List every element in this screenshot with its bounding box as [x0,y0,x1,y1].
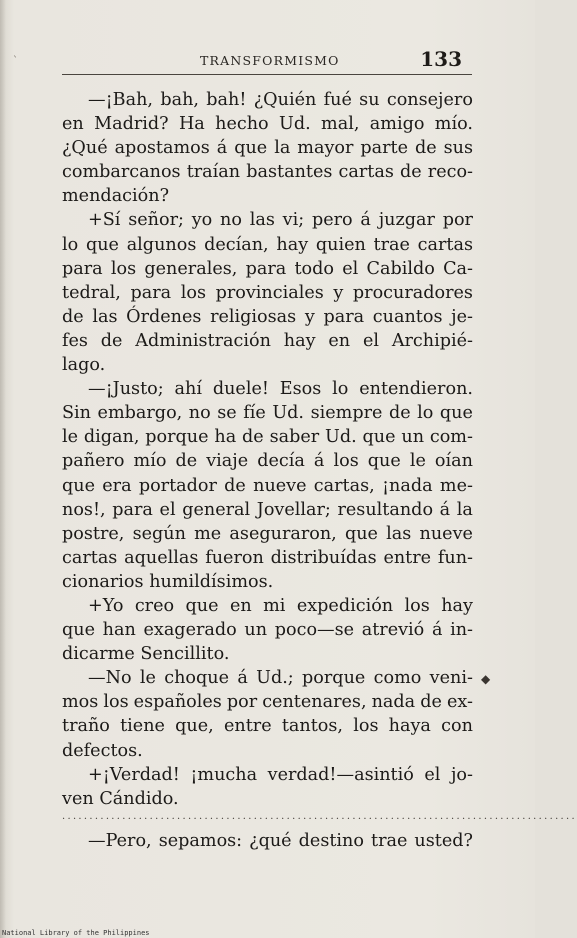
word: su [359,90,380,110]
word: Ud.; [256,668,294,689]
word: parte [360,138,408,159]
word: distribuídas [270,547,377,568]
running-head: TRANSFORMISMO [200,53,340,68]
word: creo [134,595,175,616]
word: yo [191,210,213,231]
word: hecho [215,114,269,135]
word: digan, [83,427,140,448]
word: las [249,210,275,231]
word: y [304,306,315,327]
word: entre [223,716,272,737]
word: el [362,330,379,351]
word: bah, [160,90,199,110]
word: jo- [450,764,473,785]
word: que [85,234,119,255]
word: á [313,451,325,472]
text-line [62,305,473,329]
word: por [442,210,473,231]
word: decían, [204,234,269,255]
word: tantos, [281,716,344,737]
word: mío. [434,114,473,135]
word: y [333,282,344,303]
word: reco- [427,162,473,183]
word: mayor [297,138,354,159]
word: los [180,282,206,303]
dotted-separator: ······························································································ [62,814,577,825]
word: vi; [282,210,305,231]
word: siempre [310,403,383,424]
word: fíe [243,403,266,424]
word: lo [417,403,434,424]
text-line [62,739,473,763]
word: de [420,692,442,713]
final-line [62,829,473,853]
word: combarcanos [62,162,181,183]
word: era [102,475,132,496]
word: quien [315,234,366,255]
word: bastantes [246,162,333,183]
word: fes [62,330,88,351]
word: cartas [338,162,394,183]
word: centenares, [262,692,367,713]
word: que [62,475,96,496]
word: la [456,499,473,520]
word: hay [276,234,309,255]
text-line [62,666,473,690]
word: cartas [417,234,473,255]
word: humildísimos. [149,571,274,592]
word: los [110,258,137,279]
word: me [194,523,222,544]
text-line [62,618,473,642]
word: que, [175,716,214,737]
word: que [367,451,401,472]
word: un [244,620,268,641]
word: todo [294,258,335,279]
word: ¿Qué [62,138,108,159]
word: á [439,499,451,520]
word: fun- [437,547,473,568]
word: que [344,523,378,544]
word: veni- [429,668,473,689]
text-line [62,690,473,714]
word: choque [164,668,230,689]
text-line [62,642,473,666]
text-line [62,208,473,232]
word: mi [263,595,286,616]
text-line [62,763,473,787]
word: duele! [212,379,269,400]
word: fué [323,90,352,110]
word: trae [373,234,410,255]
word: en [229,595,252,616]
word: nada [371,692,416,713]
word: que [439,403,473,424]
word: lo [62,234,79,255]
word: Ud. [325,427,357,448]
word: que [362,427,396,448]
word: Sencillito. [140,644,230,665]
word: amigo [369,114,425,135]
word: traño [62,716,110,737]
word: —Pero, [88,831,152,851]
word: le [409,451,426,472]
word: aquellas [124,547,199,568]
word: destino [298,831,364,851]
word: los [333,451,359,472]
word: nueve [419,523,473,544]
text-line [62,474,473,498]
word: +Sí [88,210,121,231]
library-footer: National Library of the Philippines [2,929,150,937]
text-line [62,787,473,811]
word: sepamos: [158,831,243,851]
word: para [112,499,153,520]
word: Administración [135,330,271,351]
word: que [185,595,219,616]
word: cuantos [372,306,443,327]
word: com- [429,427,473,448]
word: cartas, [313,475,375,496]
word: Ha [178,114,205,135]
word: señor; [128,210,184,231]
text-line [62,184,473,208]
word: de [242,427,264,448]
word: pero [311,210,353,231]
word: porque [145,427,209,448]
word: los [103,692,129,713]
text-line [62,546,473,570]
body-text [62,88,473,811]
word: no [220,210,242,231]
word: ex- [446,692,473,713]
word: tedral, [62,282,121,303]
word: Ud. [272,403,305,424]
text-line [62,88,473,112]
word: en [328,330,351,351]
word: in- [450,620,473,641]
margin-mark: ◆ [481,672,491,686]
word: han [102,620,136,641]
word: de [100,330,123,351]
word: Esos [279,379,322,400]
text-line [62,425,473,449]
page-number: 133 [420,47,462,71]
word: juzgar [378,210,435,231]
word: se [217,403,237,424]
stray-ink-mark: ˋ [13,56,18,67]
word: bah! [206,90,247,110]
text-line [62,377,473,401]
word: viaje [206,451,249,472]
word: que [62,620,96,641]
word: consejero [386,90,473,110]
word: expedición [296,595,394,616]
word: por [226,692,258,713]
word: lago. [62,355,106,376]
word: hay [283,330,316,351]
text-line [62,353,473,377]
word: traían [186,162,241,183]
word: dicarme [62,644,135,665]
word: ¡nada [381,475,433,496]
text-line [62,449,473,473]
word: no [188,403,211,424]
text-line [62,401,473,425]
word: Madrid? [94,114,169,135]
text-line [62,329,473,353]
word: Sin [62,403,92,424]
word: de [224,475,246,496]
word: un [401,427,425,448]
word: á [216,138,228,159]
word: je- [451,306,473,327]
text-line [62,498,473,522]
word: cartas [62,547,118,568]
word: porque [302,668,366,689]
word: el [159,499,176,520]
word: para [130,282,172,303]
word: mendación? [62,186,170,207]
word: —No [88,668,132,689]
word: poco—se [274,620,355,641]
word: ¡mucha [190,764,258,785]
word: oían [434,451,473,472]
word: cionarios [62,571,144,592]
text-line [62,594,473,618]
word: entre [383,547,432,568]
word: +Yo [88,595,124,616]
word: en [62,114,84,135]
word: me- [439,475,473,496]
word: atrevió [361,620,425,641]
word: algunos [126,234,197,255]
text-line [62,257,473,281]
word: españoles [133,692,222,713]
word: nos!, [62,499,106,520]
word: lo [332,379,349,400]
word: ¿Quién [253,90,317,110]
text-line [62,112,473,136]
word: con [441,716,473,737]
word: ahí [174,379,202,400]
word: para [62,258,103,279]
text-line [62,160,473,184]
word: Archipié- [391,330,473,351]
word: trae [371,831,408,851]
word: mos [62,692,99,713]
word: el [342,258,359,279]
word: Ca- [443,258,473,279]
page-header [72,47,468,71]
word: religiosas [210,306,297,327]
word: pañero [62,451,125,472]
text-line [62,829,473,853]
text-line [62,281,473,305]
word: los [404,595,430,616]
word: mal, [321,114,360,135]
word: las [386,523,412,544]
word: de [175,451,198,472]
word: á [237,668,248,689]
word: el [424,764,441,785]
word: generales, [144,258,238,279]
text-line [62,522,473,546]
word: de [62,306,84,327]
word: para [323,306,365,327]
word: entendieron. [359,379,473,400]
page-gutter-shadow [0,0,6,938]
word: ¿qué [249,831,292,851]
text-line [62,233,473,257]
word: nueve [253,475,307,496]
word: ven [62,788,94,809]
text-line [62,714,473,738]
word: defectos. [62,740,143,761]
word: embargo, [97,403,183,424]
word: á [360,210,371,231]
word: decía [257,451,305,472]
word: como [373,668,422,689]
word: apostamos [114,138,210,159]
word: que [234,138,268,159]
word: le [139,668,156,689]
word: de [399,162,422,183]
word: portador [138,475,217,496]
word: según [132,523,186,544]
word: de [388,403,411,424]
word: provinciales [215,282,324,303]
word: ha [214,427,237,448]
word: fueron [205,547,264,568]
text-line [62,570,473,594]
word: aseguraron, [229,523,337,544]
word: las [92,306,118,327]
word: exagerado [143,620,237,641]
word: procuradores [352,282,473,303]
word: verdad!—asintió [267,764,414,785]
word: Cándido. [99,788,179,809]
word: saber [269,427,320,448]
word: postre, [62,523,125,544]
word: de [414,138,437,159]
word: tiene [120,716,165,737]
word: los [353,716,379,737]
word: —¡Justo; [88,379,164,400]
word: para [245,258,287,279]
header-rule [62,74,472,75]
word: —¡Bah, [88,90,154,110]
word: Jovellar; [256,499,331,520]
word: Cabildo [366,258,435,279]
word: +¡Verdad! [88,764,180,785]
word: general [182,499,251,520]
word: mío [133,451,167,472]
text-line [62,136,473,160]
word: á [431,620,443,641]
word: le [62,427,79,448]
word: la [274,138,291,159]
word: sus [443,138,473,159]
word: haya [388,716,431,737]
word: Órdenes [126,306,202,327]
word: hay [441,595,473,616]
word: Ud. [279,114,311,135]
word: usted? [414,831,473,851]
word: resultando [337,499,434,520]
